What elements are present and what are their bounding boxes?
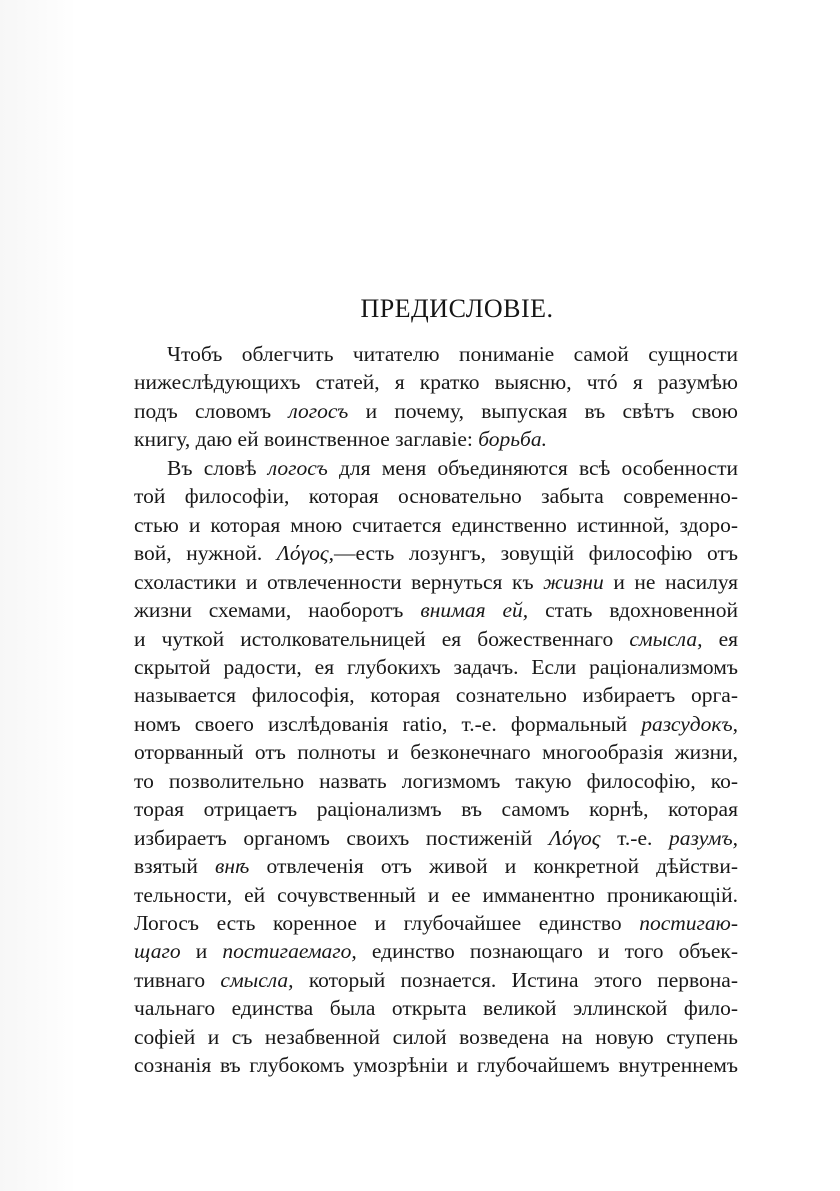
text-run: единство познающаго и того объек- [356, 939, 738, 964]
text-line [134, 597, 738, 624]
text-line [134, 626, 738, 653]
emphasized-word: щаго [134, 939, 181, 964]
text-line [167, 341, 738, 368]
text-run: Въ словѣ [167, 455, 268, 480]
text-line [134, 910, 738, 937]
text-run: и почему, выпуская въ свѣтъ свою [348, 398, 738, 423]
text-run: Чтобъ облегчить читателю пониманіе самой сущности [167, 342, 738, 366]
text-run: подъ словомъ [134, 398, 289, 423]
text-line [134, 938, 738, 965]
text-run: вой, нужной. [134, 541, 277, 566]
text-run: стать вдохновенной [528, 598, 739, 623]
text-line [134, 796, 738, 823]
text-run: ея [702, 626, 738, 651]
text-run: избираетъ органомъ своихъ постиженій [134, 825, 549, 850]
text-run: и чуткой истолковательницей ея божественнаго [134, 626, 630, 651]
text-run: скрытой радости, ея глубокихъ задачъ. Если раціонализмомъ [134, 654, 738, 679]
text-line [134, 1052, 738, 1079]
text-line [134, 711, 738, 738]
text-run: Логосъ есть коренное и глубочайшее единство [134, 911, 640, 935]
text-run: т.-е. [600, 825, 669, 850]
text-line [134, 1024, 738, 1051]
text-line [134, 853, 738, 880]
text-run: взятый [134, 854, 216, 879]
text-line [134, 967, 738, 994]
text-line [134, 739, 738, 766]
emphasized-word: внѣ [215, 854, 250, 879]
text-line [134, 768, 738, 795]
text-run: который познается. Истина этого первона- [293, 967, 738, 992]
emphasized-word: Λόγος, [276, 541, 334, 566]
text-run: стью и которая мною считается единственно истинной, здоро- [134, 512, 738, 537]
text-line [134, 398, 738, 425]
emphasized-word: жизни [543, 569, 604, 594]
text-line [134, 426, 738, 453]
emphasized-word: разумъ, [668, 825, 738, 850]
emphasized-word: разсудокъ, [641, 711, 738, 736]
text-line [134, 569, 738, 596]
text-line [134, 483, 738, 510]
text-run: сознанія въ глубокомъ умозрѣніи и глубочайшемъ внутреннемъ [134, 1053, 738, 1078]
text-line [134, 369, 738, 396]
text-run: оторванный отъ полноты и безконечнаго многообразія жизни, [134, 740, 738, 765]
text-line [134, 882, 738, 909]
emphasized-word: Λόγος [548, 825, 601, 850]
text-run: книгу, даю ей воинственное заглавіе: [134, 427, 479, 452]
text-line [134, 654, 738, 681]
text-line [134, 995, 738, 1022]
text-line [134, 825, 738, 852]
text-run: жизни схемами, наоборотъ [134, 598, 421, 623]
emphasized-word: внимая ей, [420, 598, 529, 623]
text-line [167, 455, 738, 482]
text-line [134, 540, 738, 567]
text-line [134, 682, 738, 709]
text-run: тивнаго [134, 967, 221, 992]
text-run: то позволительно назвать логизмомъ такую философію, ко- [134, 768, 738, 793]
emphasized-word: постигаемаго, [222, 939, 357, 964]
text-run: тельности, ей сочувственный и ее имманентно проникающій. [134, 882, 738, 907]
scan-edge [0, 0, 76, 1191]
emphasized-word: постигаю- [639, 911, 738, 935]
text-run: —есть лозунгъ, зовущій философію отъ [333, 541, 738, 566]
text-run: для меня объединяются всѣ особенности [327, 455, 738, 480]
text-run: чальнаго единства была открыта великой эллинской фило- [134, 996, 738, 1021]
text-line [134, 512, 738, 539]
text-run: и [180, 939, 223, 964]
page-title: ПРЕДИСЛОВІЕ. [360, 294, 554, 323]
text-run: той философіи, которая основательно забыта современно- [134, 484, 738, 509]
text-run: отвлеченія отъ живой и конкретной дѣйстви- [249, 854, 738, 879]
emphasized-word: логосъ [267, 455, 328, 480]
text-run: нижеслѣдующихъ статей, я кратко выясню, чтó я разумѣю [134, 370, 738, 395]
emphasized-word: логосъ [288, 398, 349, 423]
text-run: софіей и съ незабвенной силой возведена на новую ступень [134, 1024, 738, 1049]
text-run: и не насилуя [603, 569, 738, 594]
emphasized-word: смысла, [629, 626, 703, 651]
emphasized-word: смысла, [220, 967, 294, 992]
emphasized-word: борьба. [478, 427, 547, 452]
text-run: торая отрицаетъ раціонализмъ въ самомъ корнѣ, которая [134, 797, 738, 822]
text-run: схоластики и отвлеченности вернуться къ [134, 569, 544, 594]
text-run: номъ своего изслѣдованія ratio, т.-е. формальный [134, 711, 642, 736]
text-run: называется философія, которая сознательно избираетъ орга- [134, 683, 738, 708]
